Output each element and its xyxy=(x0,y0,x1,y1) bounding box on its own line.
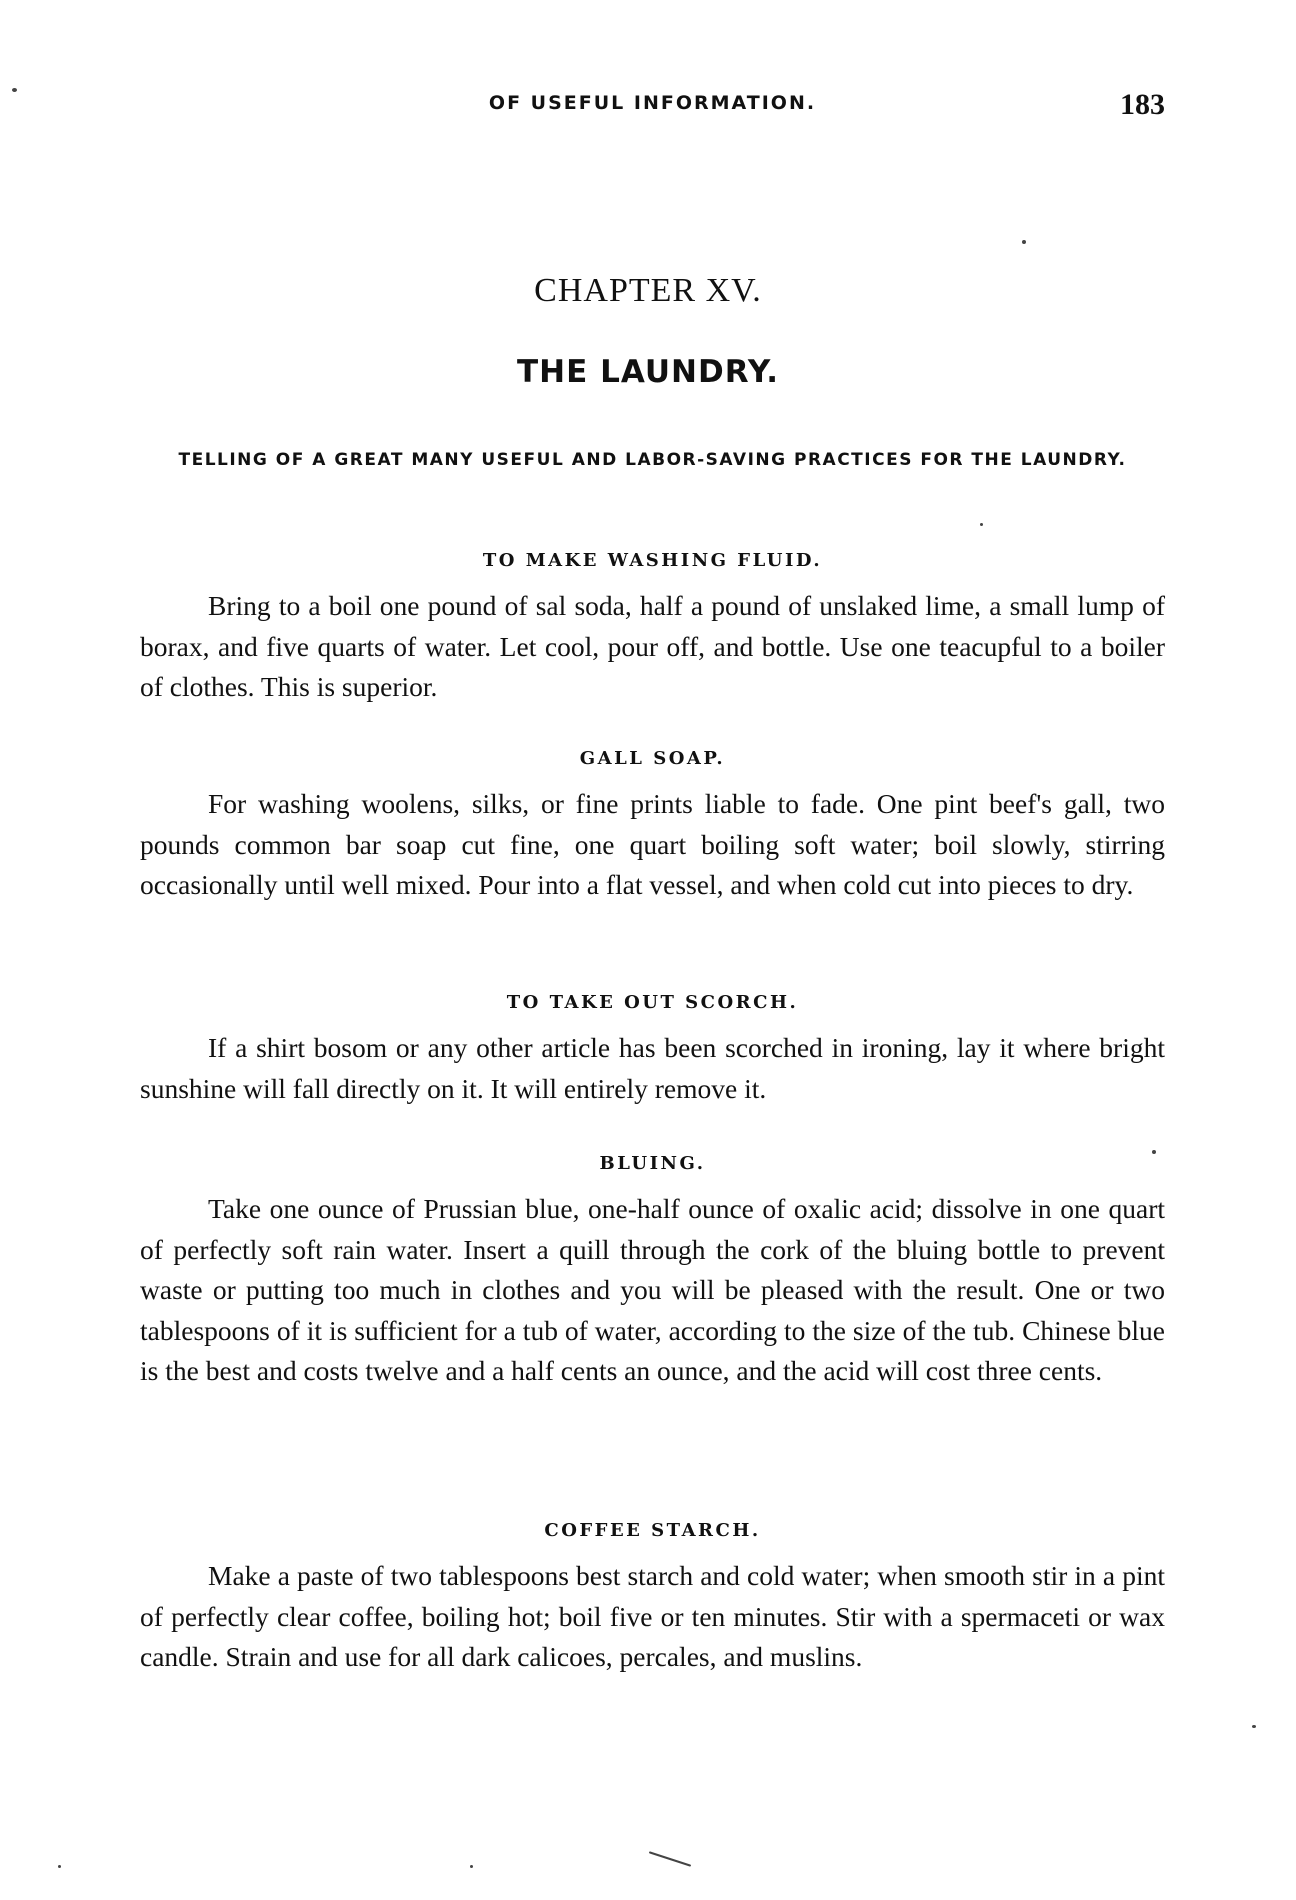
section-heading: COFFEE STARCH. xyxy=(544,1520,761,1541)
section-scorch xyxy=(140,992,1165,1109)
page-number: 183 xyxy=(1120,88,1165,121)
scan-speck xyxy=(1152,1150,1156,1154)
running-title: OF USEFUL INFORMATION. xyxy=(488,92,817,114)
scan-speck xyxy=(58,1865,61,1868)
section-body: Bring to a boil one pound of sal soda, half a pound of unslaked lime, a small lump of borax, and five quarts of water. Let cool, pour off, and bottle. Use one teacupful to a boiler of clothes. This is superior. xyxy=(140,590,1165,702)
section-washing-fluid xyxy=(140,550,1165,708)
chapter-title: THE LAUNDRY. xyxy=(517,354,779,390)
section-heading: BLUING. xyxy=(599,1153,706,1174)
section-bluing xyxy=(140,1153,1165,1392)
section-body: Make a paste of two tablespoons best starch and cold water; when smooth stir in a pint of perfectly clear coffee, boiling hot; boil five or ten minutes. Stir with a spermaceti or wax candle. Strain and use for all dark calicoes, percales, and muslins. xyxy=(140,1560,1165,1672)
section-heading: GALL SOAP. xyxy=(579,748,726,769)
scan-speck xyxy=(1022,240,1026,244)
scan-stroke xyxy=(649,1851,691,1866)
section-heading: TO TAKE OUT SCORCH. xyxy=(506,992,799,1013)
scan-speck xyxy=(470,1865,473,1868)
scan-speck xyxy=(12,88,17,92)
scan-speck xyxy=(980,523,983,526)
chapter-subtitle: TELLING OF A GREAT MANY USEFUL AND LABOR-SAVING PRACTICES FOR THE LAUNDRY. xyxy=(178,450,1127,470)
chapter-number: CHAPTER XV. xyxy=(534,272,762,309)
section-body: For washing woolens, silks, or fine prints liable to fade. One pint beef's gall, two pounds common bar soap cut fine, one quart boiling soft water; boil slowly, stirring occasionally until well mixed. Pour into a flat vessel, and when cold cut into pieces to dry. xyxy=(140,788,1165,900)
section-heading: TO MAKE WASHING FLUID. xyxy=(482,550,823,571)
section-gall-soap xyxy=(140,748,1165,906)
section-coffee-starch xyxy=(140,1520,1165,1678)
section-body: Take one ounce of Prussian blue, one-half ounce of oxalic acid; dissolve in one quart of perfectly soft rain water. Insert a quill through the cork of the bluing bottle to prevent waste or putting too much in clothes and you will be pleased with the result. One or two tablespoons of it is sufficient for a tub of water, according to the size of the tub. Chinese blue is the best and costs twelve and a half cents an ounce, and the acid will cost three cents. xyxy=(140,1193,1165,1386)
running-header xyxy=(140,88,1165,128)
section-body: If a shirt bosom or any other article has been scorched in ironing, lay it where bright sunshine will fall directly on it. It will entirely remove it. xyxy=(140,1032,1165,1104)
scan-speck xyxy=(1252,1725,1256,1728)
